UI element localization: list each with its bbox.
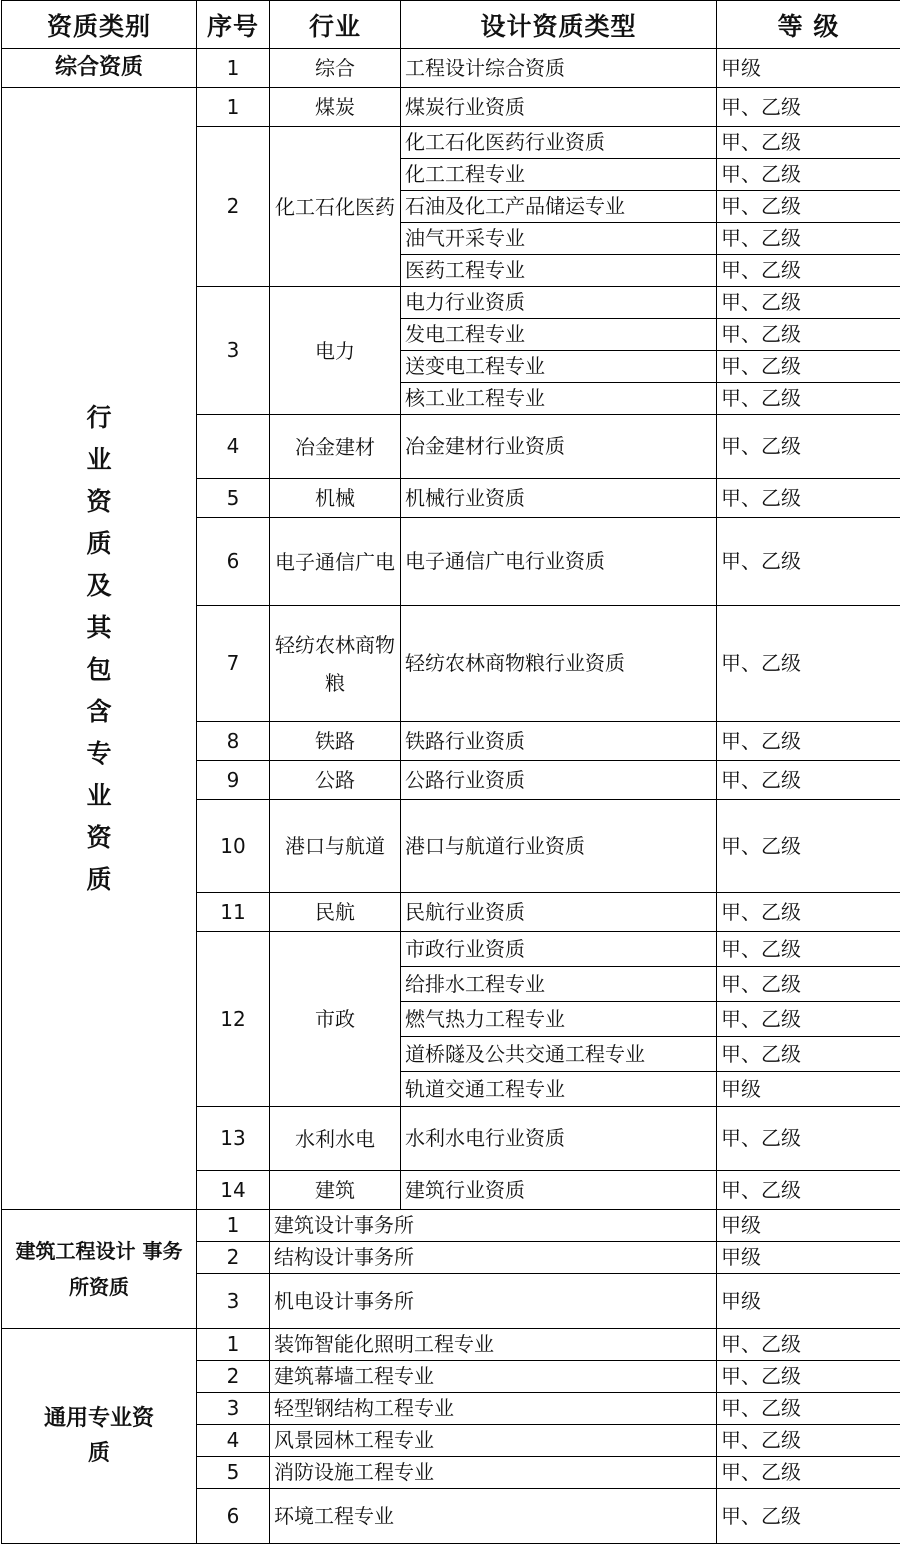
grade-cell: 甲、乙级 (717, 1425, 900, 1457)
qualification-table (1, 0, 900, 1544)
table-row (2, 1210, 900, 1242)
grade-cell: 甲、乙级 (717, 223, 900, 255)
row-number: 2 (197, 1361, 270, 1393)
grade-cell: 甲级 (717, 49, 900, 88)
grade-cell: 甲、乙级 (717, 479, 900, 518)
row-number: 5 (197, 479, 270, 518)
industry-cell: 轻纺农林商物粮 (270, 606, 401, 722)
grade-cell: 甲、乙级 (717, 518, 900, 606)
row-number: 2 (197, 127, 270, 287)
grade-cell: 甲、乙级 (717, 1171, 900, 1210)
grade-cell: 甲、乙级 (717, 1329, 900, 1361)
industry-cell: 电子通信广电 (270, 518, 401, 606)
category-char: 含 (84, 691, 114, 733)
qualification-type-cell: 轨道交通工程专业 (401, 1072, 717, 1107)
qualification-type-cell: 给排水工程专业 (401, 967, 717, 1002)
grade-cell: 甲、乙级 (717, 159, 900, 191)
row-number: 1 (197, 1329, 270, 1361)
category-cell-special: 通用专业资质 (2, 1329, 197, 1544)
grade-cell: 甲级 (717, 1072, 900, 1107)
industry-cell: 公路 (270, 761, 401, 800)
grade-cell: 甲、乙级 (717, 606, 900, 722)
row-number: 2 (197, 1242, 270, 1274)
category-cell-general: 综合资质 (2, 49, 197, 88)
table-row (2, 88, 900, 127)
grade-cell: 甲、乙级 (717, 893, 900, 932)
header-industry: 行业 (270, 1, 401, 49)
category-char: 及 (84, 565, 114, 607)
category-char: 资 (84, 817, 114, 859)
category-char: 资 (84, 481, 114, 523)
row-number: 13 (197, 1107, 270, 1171)
grade-cell: 甲、乙级 (717, 1489, 900, 1544)
qualification-type-cell: 风景园林工程专业 (270, 1425, 717, 1457)
grade-cell: 甲、乙级 (717, 287, 900, 319)
row-number: 4 (197, 1425, 270, 1457)
row-number: 9 (197, 761, 270, 800)
qualification-type-cell: 建筑设计事务所 (270, 1210, 717, 1242)
qualification-type-cell: 电子通信广电行业资质 (401, 518, 717, 606)
grade-cell: 甲、乙级 (717, 319, 900, 351)
grade-cell: 甲级 (717, 1242, 900, 1274)
qualification-type-cell: 港口与航道行业资质 (401, 800, 717, 893)
grade-cell: 甲、乙级 (717, 1361, 900, 1393)
category-char: 质 (84, 859, 114, 901)
qualification-type-cell: 建筑幕墙工程专业 (270, 1361, 717, 1393)
grade-cell: 甲、乙级 (717, 191, 900, 223)
industry-cell: 化工石化医药 (270, 127, 401, 287)
qualification-type-cell: 轻型钢结构工程专业 (270, 1393, 717, 1425)
grade-cell: 甲、乙级 (717, 383, 900, 415)
qualification-type-cell: 机械行业资质 (401, 479, 717, 518)
grade-cell: 甲、乙级 (717, 1457, 900, 1489)
qualification-type-cell: 铁路行业资质 (401, 722, 717, 761)
qualification-type-cell: 道桥隧及公共交通工程专业 (401, 1037, 717, 1072)
category-label-industry (84, 397, 114, 901)
qualification-type-cell: 公路行业资质 (401, 761, 717, 800)
category-cell-industry (2, 88, 197, 1210)
industry-cell: 铁路 (270, 722, 401, 761)
row-number: 8 (197, 722, 270, 761)
grade-cell: 甲、乙级 (717, 761, 900, 800)
header-row (2, 1, 900, 49)
qualification-type-cell: 水利水电行业资质 (401, 1107, 717, 1171)
grade-cell: 甲、乙级 (717, 88, 900, 127)
industry-cell: 港口与航道 (270, 800, 401, 893)
grade-cell: 甲、乙级 (717, 932, 900, 967)
row-number: 1 (197, 88, 270, 127)
row-number: 14 (197, 1171, 270, 1210)
table-row (2, 49, 900, 88)
grade-cell: 甲、乙级 (717, 1107, 900, 1171)
row-number: 5 (197, 1457, 270, 1489)
header-type: 设计资质类型 (401, 1, 717, 49)
category-char: 行 (84, 397, 114, 439)
row-number: 7 (197, 606, 270, 722)
qualification-type-cell: 化工石化医药行业资质 (401, 127, 717, 159)
qualification-type-cell: 化工工程专业 (401, 159, 717, 191)
grade-cell: 甲、乙级 (717, 967, 900, 1002)
qualification-type-cell: 医药工程专业 (401, 255, 717, 287)
row-number: 3 (197, 287, 270, 415)
category-char: 专 (84, 733, 114, 775)
grade-cell: 甲级 (717, 1210, 900, 1242)
qualification-type-cell: 油气开采专业 (401, 223, 717, 255)
qualification-type-cell: 机电设计事务所 (270, 1274, 717, 1329)
row-number: 6 (197, 518, 270, 606)
row-number: 11 (197, 893, 270, 932)
industry-cell: 煤炭 (270, 88, 401, 127)
grade-cell: 甲、乙级 (717, 800, 900, 893)
industry-cell: 市政 (270, 932, 401, 1107)
qualification-type-cell: 民航行业资质 (401, 893, 717, 932)
header-grade: 等 级 (717, 1, 900, 49)
qualification-type-cell: 燃气热力工程专业 (401, 1002, 717, 1037)
grade-cell: 甲、乙级 (717, 255, 900, 287)
category-char: 其 (84, 607, 114, 649)
table-body (2, 49, 900, 1544)
grade-cell: 甲、乙级 (717, 722, 900, 761)
industry-cell: 冶金建材 (270, 415, 401, 479)
qualification-type-cell: 电力行业资质 (401, 287, 717, 319)
category-char: 质 (84, 523, 114, 565)
qualification-type-cell: 消防设施工程专业 (270, 1457, 717, 1489)
qualification-type-cell: 市政行业资质 (401, 932, 717, 967)
industry-cell: 电力 (270, 287, 401, 415)
category-char: 业 (84, 775, 114, 817)
grade-cell: 甲、乙级 (717, 415, 900, 479)
row-number: 3 (197, 1393, 270, 1425)
industry-cell: 民航 (270, 893, 401, 932)
industry-cell: 机械 (270, 479, 401, 518)
grade-cell: 甲、乙级 (717, 1393, 900, 1425)
row-number: 10 (197, 800, 270, 893)
qualification-type-cell: 装饰智能化照明工程专业 (270, 1329, 717, 1361)
qualification-type-cell: 石油及化工产品储运专业 (401, 191, 717, 223)
qualification-type-cell: 工程设计综合资质 (401, 49, 717, 88)
industry-cell: 建筑 (270, 1171, 401, 1210)
qualification-type-cell: 环境工程专业 (270, 1489, 717, 1544)
industry-cell: 综合 (270, 49, 401, 88)
row-number: 3 (197, 1274, 270, 1329)
row-number: 1 (197, 49, 270, 88)
grade-cell: 甲级 (717, 1274, 900, 1329)
qualification-type-cell: 建筑行业资质 (401, 1171, 717, 1210)
qualification-type-cell: 核工业工程专业 (401, 383, 717, 415)
category-char: 业 (84, 439, 114, 481)
qualification-type-cell: 冶金建材行业资质 (401, 415, 717, 479)
grade-cell: 甲、乙级 (717, 351, 900, 383)
category-cell-office: 建筑工程设计 事务所资质 (2, 1210, 197, 1329)
header-no: 序号 (197, 1, 270, 49)
row-number: 12 (197, 932, 270, 1107)
grade-cell: 甲、乙级 (717, 127, 900, 159)
row-number: 4 (197, 415, 270, 479)
header-category: 资质类别 (2, 1, 197, 49)
grade-cell: 甲、乙级 (717, 1002, 900, 1037)
qualification-type-cell: 送变电工程专业 (401, 351, 717, 383)
category-char: 包 (84, 649, 114, 691)
row-number: 1 (197, 1210, 270, 1242)
row-number: 6 (197, 1489, 270, 1544)
qualification-type-cell: 轻纺农林商物粮行业资质 (401, 606, 717, 722)
table-row (2, 1329, 900, 1361)
industry-cell: 水利水电 (270, 1107, 401, 1171)
qualification-type-cell: 结构设计事务所 (270, 1242, 717, 1274)
qualification-type-cell: 煤炭行业资质 (401, 88, 717, 127)
qualification-type-cell: 发电工程专业 (401, 319, 717, 351)
grade-cell: 甲、乙级 (717, 1037, 900, 1072)
